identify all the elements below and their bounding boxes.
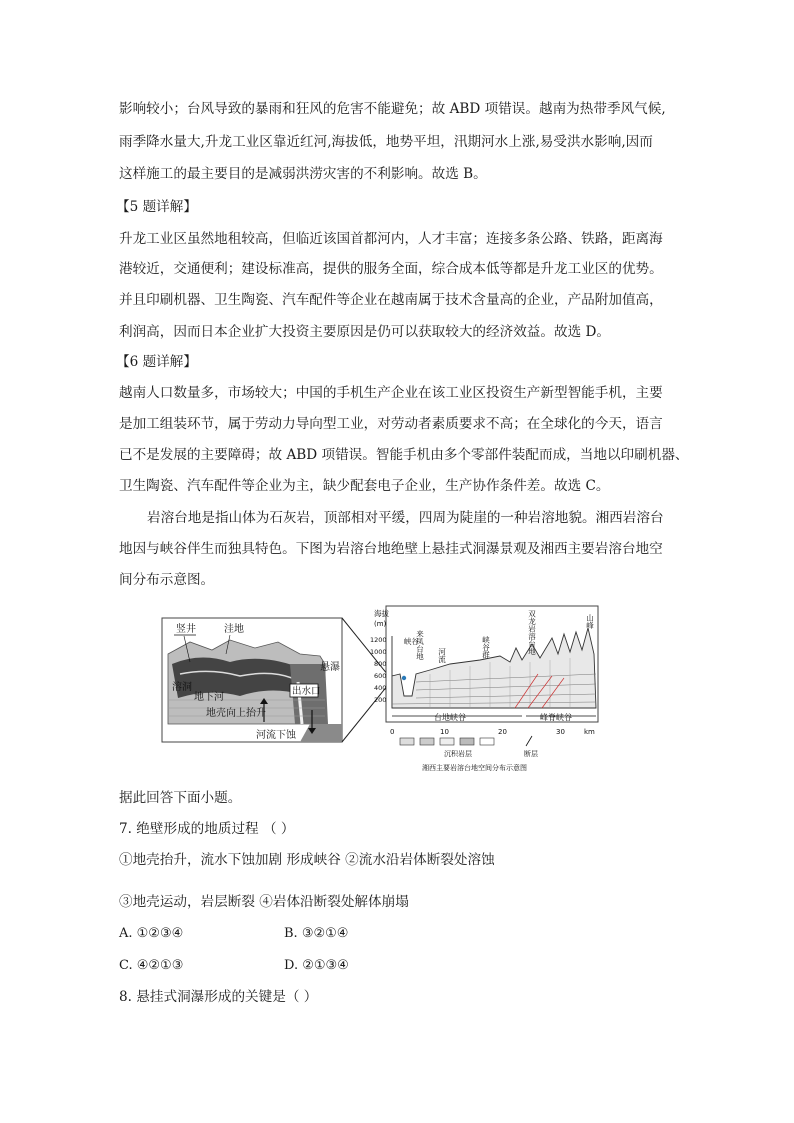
paragraph-line: 岩溶台地是指山体为石灰岩，顶部相对平缓，四周为陡崖的一种岩溶地貌。湘西岩溶台	[147, 510, 664, 526]
text-line: 利润高，因而日本企业扩大投资主要原因是仍可以获取较大的经济效益。故选 D。	[119, 324, 610, 340]
legend-swatch	[480, 738, 494, 745]
legend-swatch	[420, 738, 434, 745]
text-line: 雨季降水量大,升龙工业区靠近红河,海拔低，地势平坦，汛期河水上涨,易受洪水影响,因而	[119, 134, 653, 150]
label-laifeng: 来凤台地	[415, 630, 425, 660]
karst-figure-svg	[160, 604, 600, 776]
x-tick: 0	[390, 728, 395, 736]
elev-tick: 200	[374, 696, 387, 704]
figure-caption: 湘西主要岩溶台地空间分布示意图	[422, 764, 527, 772]
label-shuanglong: 双龙岩溶台地	[527, 610, 537, 655]
label-mountain: 山峰	[585, 614, 595, 629]
karst-figure	[160, 604, 600, 776]
instruction-text: 据此回答下面小题。	[119, 790, 242, 806]
text-line: 影响较小；台风导致的暴雨和狂风的危害不能避免；故 ABD 项错误。越南为热带季风气候,	[119, 101, 666, 117]
option-d[interactable]: D. ②①③④	[284, 958, 349, 973]
question-7-statements-2: ③地壳运动，岩层断裂 ④岩体沿断裂处解体崩塌	[119, 894, 409, 910]
legend-swatch	[460, 738, 474, 745]
text-line: 并且印刷机器、卫生陶瓷、汽车配件等企业在越南属于技术含量高的企业，产品附加值高，	[119, 292, 663, 308]
label-waterfall: 悬瀑	[320, 662, 340, 673]
paragraph-line: 间分布示意图。	[119, 572, 215, 588]
text-line: 港较近，交通便利；建设标准高，提供的服务全面，综合成本低等都是升龙工业区的优势。	[119, 261, 663, 277]
elev-tick: 800	[374, 660, 387, 668]
label-outlet: 出水口	[292, 686, 321, 697]
waterfall-marker	[402, 676, 406, 680]
legend-sedimentary: 沉积岩层	[444, 750, 472, 758]
label-gorge: 峡谷	[404, 637, 419, 646]
label-shaft: 竖井	[176, 624, 196, 635]
label-section1: 台地峡谷	[434, 713, 466, 722]
label-gorges: 峡谷群	[481, 636, 491, 659]
text-line: 已不是发展的主要障碍；故 ABD 项错误。智能手机由多个零部件装配而成，当地以印刷机器、	[119, 447, 689, 463]
elev-tick: 1000	[370, 648, 387, 656]
label-depression: 洼地	[224, 624, 244, 635]
question-7: 7. 绝壁形成的地质过程 （ ）	[119, 821, 295, 837]
x-unit: km	[584, 728, 595, 736]
elevation-title: 海拔	[374, 609, 389, 618]
option-c[interactable]: C. ④②①③	[119, 958, 184, 973]
question-7-statements-1: ①地壳抬升，流水下蚀加剧 形成峡谷 ②流水沿岩体断裂处溶蚀	[119, 852, 495, 868]
text-line: 越南人口数量多，市场较大；中国的手机生产企业在该工业区投资生产新型智能手机，主要	[119, 385, 663, 401]
x-tick: 20	[498, 728, 507, 736]
label-river-cut: 河流下蚀	[256, 730, 296, 741]
option-a[interactable]: A. ①②③④	[119, 926, 184, 941]
label-river: 河流	[437, 648, 447, 663]
elev-tick: 600	[374, 672, 387, 680]
text-line: 升龙工业区虽然地租较高，但临近该国首都河内，人才丰富；连接多条公路、铁路，距离海	[119, 231, 663, 247]
elev-tick: 400	[374, 684, 387, 692]
label-underground-river: 地下河	[194, 692, 224, 703]
section-heading: 【6 题详解】	[116, 354, 197, 370]
text-line: 是加工组装环节，属于劳动力导向型工业，对劳动者素质要求不高；在全球化的今天，语言	[119, 416, 663, 432]
paragraph-line: 地因与峡谷伴生而独具特色。下图为岩溶台地绝壁上悬挂式洞瀑景观及湘西主要岩溶台地空	[119, 541, 663, 557]
legend-fault-symbol	[526, 736, 532, 746]
elev-tick: 1200	[370, 636, 387, 644]
x-tick: 10	[440, 728, 449, 736]
question-8: 8. 悬挂式洞瀑形成的关键是（ ）	[119, 989, 318, 1005]
text-line: 这样施工的最主要目的是减弱洪涝灾害的不利影响。故选 B。	[119, 166, 487, 182]
label-uplift: 地壳向上抬升	[206, 708, 266, 719]
section-heading: 【5 题详解】	[116, 199, 197, 215]
elevation-unit: (m)	[374, 620, 387, 628]
legend-swatch	[400, 738, 414, 745]
label-section2: 峰脊峡谷	[540, 713, 572, 722]
legend-fault: 断层	[524, 750, 538, 758]
option-b[interactable]: B. ③②①④	[284, 926, 349, 941]
text-line: 卫生陶瓷、汽车配件等企业为主，缺少配套电子企业，生产协作条件差。故选 C。	[119, 478, 610, 494]
x-tick: 30	[556, 728, 565, 736]
label-cave: 溶洞	[172, 682, 192, 693]
legend-swatch	[440, 738, 454, 745]
